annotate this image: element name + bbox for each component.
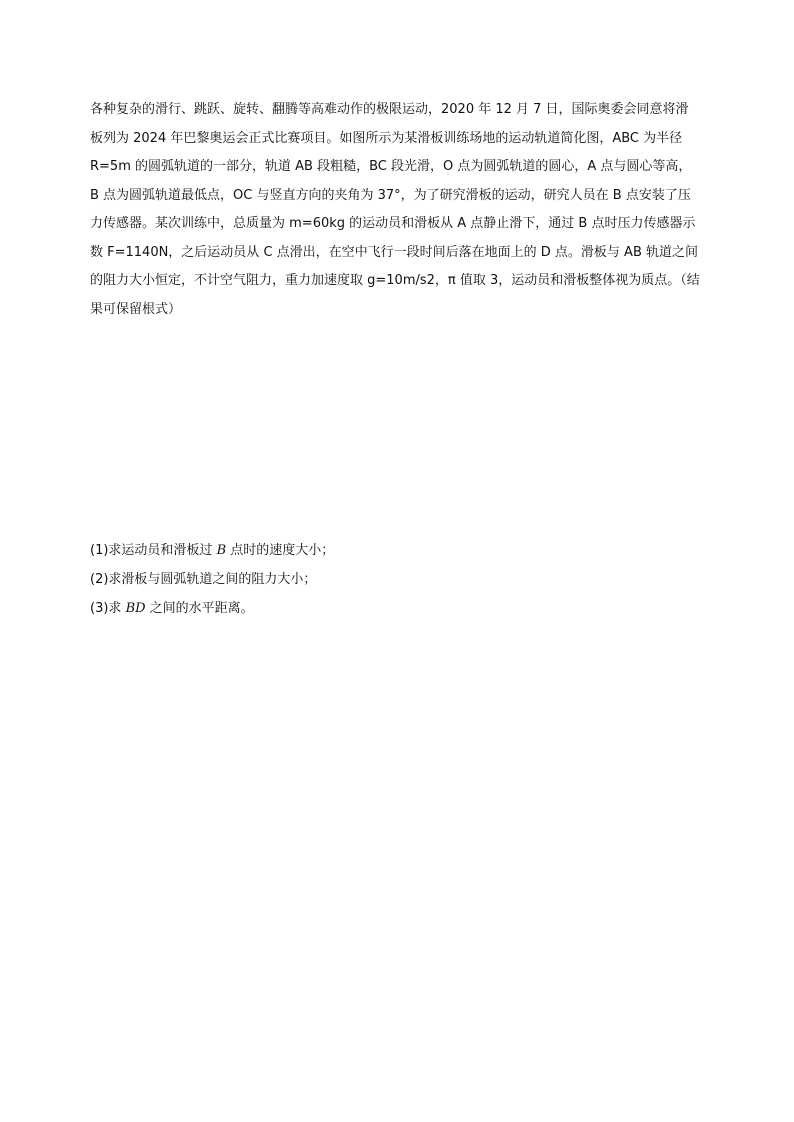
problem-line: 力传感器。某次训练中，总质量为 m=60kg 的运动员和滑板从 A 点静止滑下，通过 B 点时压力传感器示 [90, 216, 696, 231]
question-2 [90, 565, 710, 594]
question-variable: B [216, 543, 227, 558]
question-list [90, 536, 710, 623]
problem-line: 板列为 2024 年巴黎奥运会正式比赛项目。如图所示为某滑板训练场地的运动轨道简化图，ABC 为半径 [90, 130, 683, 146]
question-text: (1)求运动员和滑板过 [90, 543, 217, 558]
problem-line: 数 F=1140N，之后运动员从 C 点滑出，在空中飞行一段时间后落在地面上的 D 点。滑板与 AB 轨道之间 [90, 244, 699, 260]
problem-statement [90, 96, 710, 324]
problem-line: 的阻力大小恒定，不计空气阻力，重力加速度取 g=10m/s2，π 值取 3，运动员和滑板整体视为质点。（结 [90, 273, 700, 288]
problem-line: B 点为圆弧轨道最低点，OC 与竖直方向的夹角为 37°，为了研究滑板的运动，研究人员在 B 点安装了压 [90, 187, 691, 203]
question-1 [90, 536, 710, 565]
question-3 [90, 594, 710, 623]
question-variable: BD [125, 601, 146, 616]
problem-line: R=5m 的圆弧轨道的一部分，轨道 AB 段粗糙，BC 段光滑，O 点为圆弧轨道的圆心，A 点与圆心等高， [90, 159, 692, 174]
question-text: 之间的水平距离。 [145, 601, 254, 616]
problem-line: 果可保留根式） [90, 301, 182, 317]
question-text: 点时的速度大小； [226, 543, 335, 558]
problem-line: 各种复杂的滑行、跳跃、旋转、翻腾等高难动作的极限运动，2020 年 12 月 7 日，国际奥委会同意将滑 [90, 102, 689, 117]
question-text: (3)求 [90, 601, 126, 616]
question-text: (2)求滑板与圆弧轨道之间的阻力大小； [90, 572, 317, 587]
